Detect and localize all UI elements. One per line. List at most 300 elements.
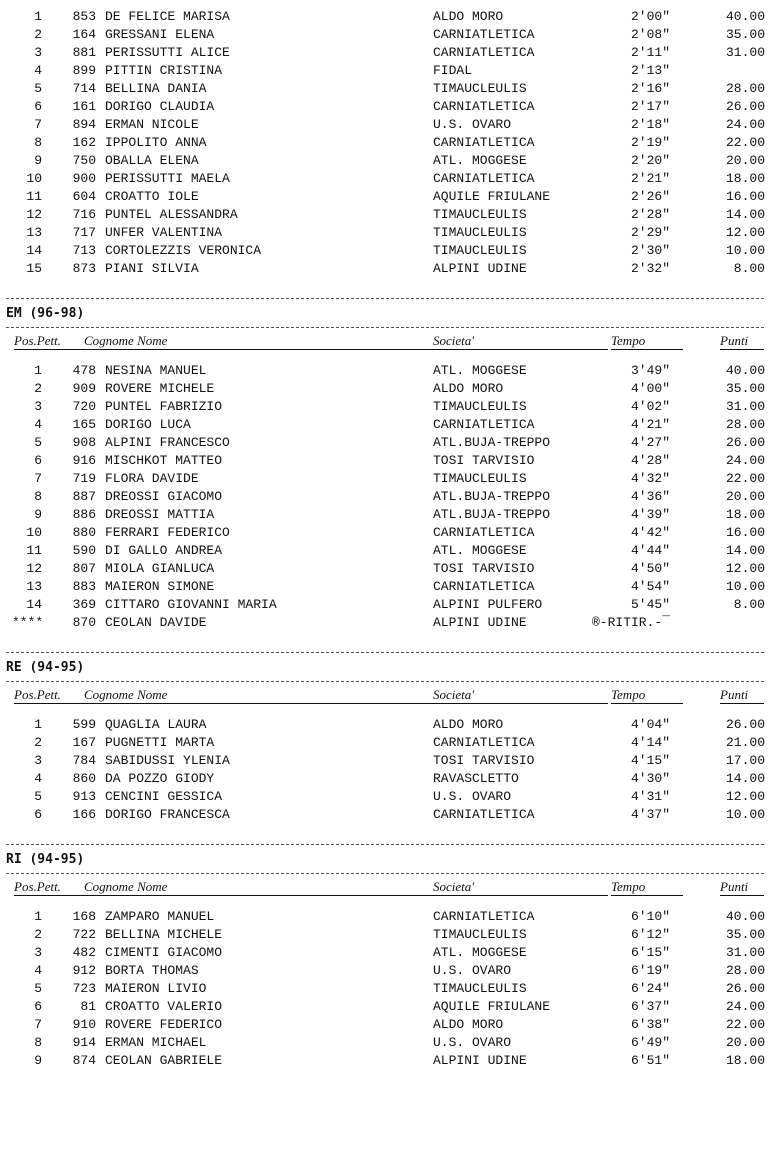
pos-cell: 13 xyxy=(26,225,42,240)
points-cell: 22.00 xyxy=(725,471,765,486)
bib-cell: 717 xyxy=(72,225,96,240)
table-row xyxy=(0,206,780,224)
club-cell: TIMAUCLEULIS xyxy=(433,243,527,258)
time-cell: 4'54" xyxy=(630,579,670,594)
points-cell: 21.00 xyxy=(725,735,765,750)
club-cell: ATL. MOGGESE xyxy=(433,363,527,378)
time-cell: 2'13" xyxy=(630,63,670,78)
bib-cell: 716 xyxy=(72,207,96,222)
points-cell: 28.00 xyxy=(725,417,765,432)
points-cell: 26.00 xyxy=(725,717,765,732)
bib-cell: 899 xyxy=(72,63,96,78)
name-cell: PIANI SILVIA xyxy=(105,261,199,276)
pos-cell: 13 xyxy=(26,579,42,594)
name-cell: DREOSSI GIACOMO xyxy=(105,489,223,504)
time-cell: 2'26" xyxy=(630,189,670,204)
pos-cell: 6 xyxy=(34,453,42,468)
club-cell: TOSI TARVISIO xyxy=(433,561,535,576)
club-cell: CARNIATLETICA xyxy=(433,417,535,432)
bib-cell: 599 xyxy=(72,717,96,732)
club-cell: TIMAUCLEULIS xyxy=(433,927,527,942)
table-row xyxy=(0,980,780,998)
category-title: RI (94-95) xyxy=(6,852,85,867)
bib-cell: 873 xyxy=(72,261,96,276)
points-cell: 24.00 xyxy=(725,117,765,132)
pos-cell: 14 xyxy=(26,243,42,258)
name-cell: QUAGLIA LAURA xyxy=(105,717,207,732)
club-cell: FIDAL xyxy=(433,63,473,78)
name-cell: GRESSANI ELENA xyxy=(105,27,215,42)
bib-cell: 81 xyxy=(80,999,96,1014)
time-cell: 4'39" xyxy=(630,507,670,522)
table-row xyxy=(0,806,780,824)
points-cell: 22.00 xyxy=(725,135,765,150)
time-cell: 6'12" xyxy=(630,927,670,942)
name-cell: MIOLA GIANLUCA xyxy=(105,561,215,576)
bib-cell: 886 xyxy=(72,507,96,522)
column-header xyxy=(0,332,780,350)
pos-cell: 2 xyxy=(34,27,42,42)
time-cell: 2'17" xyxy=(630,99,670,114)
points-cell: 28.00 xyxy=(725,963,765,978)
table-row xyxy=(0,998,780,1016)
points-cell: 31.00 xyxy=(725,945,765,960)
name-cell: BELLINA DANIA xyxy=(105,81,207,96)
bib-cell: 162 xyxy=(72,135,96,150)
time-cell: 4'36" xyxy=(630,489,670,504)
club-cell: ALDO MORO xyxy=(433,1017,504,1032)
points-cell: 40.00 xyxy=(725,909,765,924)
bib-cell: 887 xyxy=(72,489,96,504)
table-row xyxy=(0,134,780,152)
club-cell: ALDO MORO xyxy=(433,717,504,732)
points-cell: 12.00 xyxy=(725,789,765,804)
bib-cell: 784 xyxy=(72,753,96,768)
points-cell: 14.00 xyxy=(725,771,765,786)
pos-cell: 8 xyxy=(34,135,42,150)
time-cell: 4'31" xyxy=(630,789,670,804)
table-row xyxy=(0,488,780,506)
bib-cell: 900 xyxy=(72,171,96,186)
header-tempo: Tempo xyxy=(611,878,683,896)
bib-cell: 908 xyxy=(72,435,96,450)
bib-cell: 883 xyxy=(72,579,96,594)
time-cell: 6'24" xyxy=(630,981,670,996)
points-cell: 20.00 xyxy=(725,489,765,504)
club-cell: ALDO MORO xyxy=(433,9,504,24)
header-cognome-nome: Cognome Nome xyxy=(84,333,168,348)
points-cell: 18.00 xyxy=(725,171,765,186)
table-row xyxy=(0,152,780,170)
bib-cell: 912 xyxy=(72,963,96,978)
club-cell: AQUILE FRIULANE xyxy=(433,999,551,1014)
dashed-separator xyxy=(6,652,764,653)
name-cell: PUNTEL FABRIZIO xyxy=(105,399,223,414)
club-cell: RAVASCLETTO xyxy=(433,771,519,786)
bib-cell: 909 xyxy=(72,381,96,396)
points-cell: 8.00 xyxy=(733,597,765,612)
bib-cell: 914 xyxy=(72,1035,96,1050)
name-cell: CENCINI GESSICA xyxy=(105,789,223,804)
time-cell: 6'10" xyxy=(630,909,670,924)
pos-cell: 8 xyxy=(34,1035,42,1050)
name-cell: OBALLA ELENA xyxy=(105,153,199,168)
header-punti: Punti xyxy=(720,878,764,896)
bib-cell: 713 xyxy=(72,243,96,258)
header-societa: Societa' xyxy=(433,686,608,704)
table-row xyxy=(0,1034,780,1052)
time-cell: 2'11" xyxy=(630,45,670,60)
pos-cell: 6 xyxy=(34,99,42,114)
points-cell: 26.00 xyxy=(725,981,765,996)
club-cell: ATL. MOGGESE xyxy=(433,543,527,558)
bib-cell: 719 xyxy=(72,471,96,486)
points-cell: 18.00 xyxy=(725,507,765,522)
bib-cell: 880 xyxy=(72,525,96,540)
points-cell: 20.00 xyxy=(725,1035,765,1050)
table-row xyxy=(0,716,780,734)
name-cell: ROVERE MICHELE xyxy=(105,381,215,396)
time-cell: 4'14" xyxy=(630,735,670,750)
name-cell: DORIGO LUCA xyxy=(105,417,191,432)
name-cell: CEOLAN GABRIELE xyxy=(105,1053,223,1068)
name-cell: CIMENTI GIACOMO xyxy=(105,945,223,960)
name-cell: SABIDUSSI YLENIA xyxy=(105,753,230,768)
table-row xyxy=(0,926,780,944)
time-cell: 6'38" xyxy=(630,1017,670,1032)
dashed-separator xyxy=(6,327,764,328)
table-row xyxy=(0,962,780,980)
bib-cell: 165 xyxy=(72,417,96,432)
bib-cell: 870 xyxy=(72,615,96,630)
name-cell: PERISSUTTI ALICE xyxy=(105,45,230,60)
pos-cell: 5 xyxy=(34,435,42,450)
bib-cell: 881 xyxy=(72,45,96,60)
name-cell: MAIERON SIMONE xyxy=(105,579,215,594)
name-cell: FLORA DAVIDE xyxy=(105,471,199,486)
bib-cell: 161 xyxy=(72,99,96,114)
time-cell: 4'02" xyxy=(630,399,670,414)
points-cell: 10.00 xyxy=(725,807,765,822)
club-cell: CARNIATLETICA xyxy=(433,171,535,186)
name-cell: MISCHKOT MATTEO xyxy=(105,453,223,468)
pos-cell: 1 xyxy=(34,9,42,24)
time-cell: 4'28" xyxy=(630,453,670,468)
pos-cell: 3 xyxy=(34,945,42,960)
pos-cell: 4 xyxy=(34,63,42,78)
time-cell: 2'29" xyxy=(630,225,670,240)
header-punti: Punti xyxy=(720,686,764,704)
points-cell: 10.00 xyxy=(725,579,765,594)
time-cell: 6'19" xyxy=(630,963,670,978)
pos-cell: 4 xyxy=(34,963,42,978)
pos-cell: 1 xyxy=(34,363,42,378)
time-cell: 4'21" xyxy=(630,417,670,432)
table-row xyxy=(0,1052,780,1070)
pos-cell: **** xyxy=(12,615,44,630)
pos-cell: 2 xyxy=(34,735,42,750)
bib-cell: 482 xyxy=(72,945,96,960)
table-row xyxy=(0,560,780,578)
bib-cell: 723 xyxy=(72,981,96,996)
bib-cell: 478 xyxy=(72,363,96,378)
club-cell: ATL.BUJA-TREPPO xyxy=(433,489,551,504)
points-cell: 12.00 xyxy=(725,225,765,240)
time-cell: 2'19" xyxy=(630,135,670,150)
bib-cell: 807 xyxy=(72,561,96,576)
time-cell: 2'21" xyxy=(630,171,670,186)
pos-cell: 7 xyxy=(34,117,42,132)
name-cell: DE FELICE MARISA xyxy=(105,9,230,24)
table-row xyxy=(0,98,780,116)
pos-cell: 3 xyxy=(34,753,42,768)
table-row xyxy=(0,752,780,770)
pos-cell: 9 xyxy=(34,153,42,168)
club-cell: TOSI TARVISIO xyxy=(433,453,535,468)
table-row xyxy=(0,770,780,788)
table-row xyxy=(0,734,780,752)
name-cell: UNFER VALENTINA xyxy=(105,225,223,240)
points-cell: 10.00 xyxy=(725,243,765,258)
club-cell: TIMAUCLEULIS xyxy=(433,81,527,96)
club-cell: ALDO MORO xyxy=(433,381,504,396)
table-row xyxy=(0,788,780,806)
time-cell: 2'00" xyxy=(630,9,670,24)
header-societa: Societa' xyxy=(433,332,608,350)
club-cell: CARNIATLETICA xyxy=(433,525,535,540)
time-cell: 2'30" xyxy=(630,243,670,258)
points-cell: 22.00 xyxy=(725,1017,765,1032)
time-cell: 4'27" xyxy=(630,435,670,450)
points-cell: 26.00 xyxy=(725,435,765,450)
table-row xyxy=(0,188,780,206)
time-cell: 4'37" xyxy=(630,807,670,822)
club-cell: CARNIATLETICA xyxy=(433,135,535,150)
club-cell: ALPINI PULFERO xyxy=(433,597,543,612)
pos-cell: 5 xyxy=(34,981,42,996)
table-row xyxy=(0,470,780,488)
points-cell: 16.00 xyxy=(725,525,765,540)
points-cell: 16.00 xyxy=(725,189,765,204)
club-cell: U.S. OVARO xyxy=(433,789,512,804)
pos-cell: 6 xyxy=(34,807,42,822)
club-cell: ATL.BUJA-TREPPO xyxy=(433,507,551,522)
name-cell: DORIGO FRANCESCA xyxy=(105,807,230,822)
name-cell: DI GALLO ANDREA xyxy=(105,543,223,558)
table-row xyxy=(0,170,780,188)
bib-cell: 860 xyxy=(72,771,96,786)
table-row xyxy=(0,542,780,560)
time-cell: 2'16" xyxy=(630,81,670,96)
pos-cell: 4 xyxy=(34,771,42,786)
time-cell: 4'50" xyxy=(630,561,670,576)
points-cell: 35.00 xyxy=(725,927,765,942)
points-cell: 40.00 xyxy=(725,363,765,378)
table-row xyxy=(0,506,780,524)
table-row xyxy=(0,44,780,62)
category-title: RE (94-95) xyxy=(6,660,85,675)
points-cell: 31.00 xyxy=(725,45,765,60)
bib-cell: 874 xyxy=(72,1053,96,1068)
points-cell: 20.00 xyxy=(725,153,765,168)
pos-cell: 2 xyxy=(34,381,42,396)
time-cell: 6'15" xyxy=(630,945,670,960)
points-cell: 35.00 xyxy=(725,27,765,42)
bib-cell: 164 xyxy=(72,27,96,42)
header-cognome-nome: Cognome Nome xyxy=(84,879,168,894)
club-cell: U.S. OVARO xyxy=(433,117,512,132)
points-cell: 24.00 xyxy=(725,453,765,468)
column-header xyxy=(0,878,780,896)
table-row xyxy=(0,524,780,542)
club-cell: TIMAUCLEULIS xyxy=(433,471,527,486)
bib-cell: 910 xyxy=(72,1017,96,1032)
name-cell: CROATTO IOLE xyxy=(105,189,199,204)
club-cell: CARNIATLETICA xyxy=(433,807,535,822)
pos-cell: 14 xyxy=(26,597,42,612)
club-cell: ALPINI UDINE xyxy=(433,1053,527,1068)
time-cell: 2'18" xyxy=(630,117,670,132)
points-cell: 40.00 xyxy=(725,9,765,24)
name-cell: PUGNETTI MARTA xyxy=(105,735,215,750)
bib-cell: 913 xyxy=(72,789,96,804)
bib-cell: 714 xyxy=(72,81,96,96)
time-cell: 4'30" xyxy=(630,771,670,786)
name-cell: BELLINA MICHELE xyxy=(105,927,223,942)
table-row xyxy=(0,224,780,242)
club-cell: CARNIATLETICA xyxy=(433,99,535,114)
pos-cell: 11 xyxy=(26,543,42,558)
pos-cell: 7 xyxy=(34,1017,42,1032)
points-cell: 14.00 xyxy=(725,543,765,558)
points-cell: 35.00 xyxy=(725,381,765,396)
table-row xyxy=(0,578,780,596)
table-row xyxy=(0,260,780,278)
name-cell: MAIERON LIVIO xyxy=(105,981,207,996)
pos-cell: 12 xyxy=(26,561,42,576)
name-cell: DREOSSI MATTIA xyxy=(105,507,215,522)
name-cell: IPPOLITO ANNA xyxy=(105,135,207,150)
time-cell: 6'51" xyxy=(630,1053,670,1068)
time-cell: 3'49" xyxy=(630,363,670,378)
bib-cell: 369 xyxy=(72,597,96,612)
name-cell: ZAMPARO MANUEL xyxy=(105,909,215,924)
points-cell: 28.00 xyxy=(725,81,765,96)
table-row xyxy=(0,362,780,380)
pos-cell: 15 xyxy=(26,261,42,276)
dashed-separator xyxy=(6,873,764,874)
table-row xyxy=(0,398,780,416)
club-cell: U.S. OVARO xyxy=(433,963,512,978)
name-cell: BORTA THOMAS xyxy=(105,963,199,978)
table-row xyxy=(0,416,780,434)
name-cell: PITTIN CRISTINA xyxy=(105,63,223,78)
club-cell: TIMAUCLEULIS xyxy=(433,225,527,240)
points-cell: 18.00 xyxy=(725,1053,765,1068)
table-row xyxy=(0,944,780,962)
table-row xyxy=(0,596,780,614)
category-title: EM (96-98) xyxy=(6,306,85,321)
name-cell: DORIGO CLAUDIA xyxy=(105,99,215,114)
bib-cell: 167 xyxy=(72,735,96,750)
pos-cell: 1 xyxy=(34,909,42,924)
header-punti: Punti xyxy=(720,332,764,350)
column-header xyxy=(0,686,780,704)
pos-cell: 5 xyxy=(34,789,42,804)
name-cell: DA POZZO GIODY xyxy=(105,771,215,786)
time-cell: 4'00" xyxy=(630,381,670,396)
club-cell: CARNIATLETICA xyxy=(433,579,535,594)
bib-cell: 916 xyxy=(72,453,96,468)
name-cell: ROVERE FEDERICO xyxy=(105,1017,223,1032)
pos-cell: 4 xyxy=(34,417,42,432)
table-row xyxy=(0,26,780,44)
points-cell: 26.00 xyxy=(725,99,765,114)
time-cell: 4'42" xyxy=(630,525,670,540)
pos-cell: 6 xyxy=(34,999,42,1014)
name-cell: ERMAN NICOLE xyxy=(105,117,199,132)
pos-cell: 7 xyxy=(34,471,42,486)
name-cell: PERISSUTTI MAELA xyxy=(105,171,230,186)
club-cell: CARNIATLETICA xyxy=(433,909,535,924)
name-cell: CORTOLEZZIS VERONICA xyxy=(105,243,262,258)
pos-cell: 8 xyxy=(34,489,42,504)
name-cell: CITTARO GIOVANNI MARIA xyxy=(105,597,277,612)
time-cell: 4'15" xyxy=(630,753,670,768)
points-cell: 14.00 xyxy=(725,207,765,222)
name-cell: ALPINI FRANCESCO xyxy=(105,435,230,450)
club-cell: ATL. MOGGESE xyxy=(433,153,527,168)
dashed-separator xyxy=(6,298,764,299)
points-cell: 8.00 xyxy=(733,261,765,276)
header-tempo: Tempo xyxy=(611,686,683,704)
name-cell: CROATTO VALERIO xyxy=(105,999,223,1014)
bib-cell: 722 xyxy=(72,927,96,942)
club-cell: TIMAUCLEULIS xyxy=(433,981,527,996)
bib-cell: 720 xyxy=(72,399,96,414)
pos-cell: 3 xyxy=(34,399,42,414)
club-cell: ALPINI UDINE xyxy=(433,615,527,630)
bib-cell: 894 xyxy=(72,117,96,132)
club-cell: U.S. OVARO xyxy=(433,1035,512,1050)
bib-cell: 604 xyxy=(72,189,96,204)
table-row xyxy=(0,380,780,398)
time-cell: 2'32" xyxy=(630,261,670,276)
header-tempo: Tempo xyxy=(611,332,683,350)
points-cell: 12.00 xyxy=(725,561,765,576)
table-row xyxy=(0,242,780,260)
table-row xyxy=(0,8,780,26)
table-row xyxy=(0,1016,780,1034)
bib-cell: 590 xyxy=(72,543,96,558)
club-cell: CARNIATLETICA xyxy=(433,27,535,42)
header-pos-pett: Pos.Pett. xyxy=(14,878,437,896)
club-cell: CARNIATLETICA xyxy=(433,735,535,750)
pos-cell: 10 xyxy=(26,171,42,186)
pos-cell: 9 xyxy=(34,507,42,522)
header-pos-pett: Pos.Pett. xyxy=(14,686,437,704)
pos-cell: 2 xyxy=(34,927,42,942)
points-cell: 31.00 xyxy=(725,399,765,414)
time-cell: 2'08" xyxy=(630,27,670,42)
time-cell: 2'20" xyxy=(630,153,670,168)
time-cell: 6'37" xyxy=(630,999,670,1014)
time-cell: 2'28" xyxy=(630,207,670,222)
time-cell: 6'49" xyxy=(630,1035,670,1050)
name-cell: CEOLAN DAVIDE xyxy=(105,615,207,630)
club-cell: AQUILE FRIULANE xyxy=(433,189,551,204)
club-cell: TIMAUCLEULIS xyxy=(433,399,527,414)
